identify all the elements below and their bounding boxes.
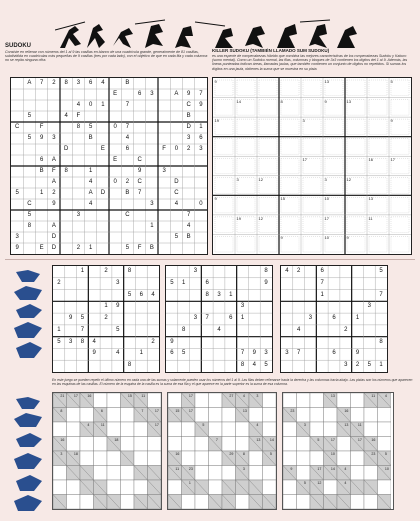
grid-cell-value: 7: [80, 326, 85, 333]
kakuro-clue: 11: [371, 394, 376, 398]
grid-cell-value: 4: [125, 135, 130, 141]
kakuro-clue: 4: [344, 481, 347, 485]
grid-cell-value: 3: [367, 303, 371, 310]
ninja-stack-icon: [12, 268, 44, 368]
killer-title: KILLER SUDOKU (TAMBIÉN LLAMADO SUM SUDOKU): [212, 48, 330, 53]
kakuro-clue: 4: [256, 423, 259, 427]
grid-cell-value: 3: [193, 268, 198, 274]
grid-cell-value: 8: [127, 362, 132, 369]
grid-cell-value: 2: [104, 315, 108, 322]
grid-cell-value: 3: [76, 80, 81, 86]
grid-cell-value: 5: [174, 234, 179, 240]
kakuro-clue: 17: [73, 394, 78, 398]
grid-cell-value: 8: [264, 268, 268, 274]
section-divider: [5, 259, 415, 260]
cage-clue: 12: [258, 215, 263, 221]
kakuro-clue: 17: [357, 437, 362, 442]
grid-cell-value: A: [51, 223, 56, 229]
kakuro-clue: 1: [188, 481, 191, 485]
kakuro-clue: 23: [188, 466, 193, 471]
kakuro-clue: 17: [317, 466, 322, 471]
grid-cell-value: 2: [52, 80, 56, 86]
grid-cell-value: 6: [320, 268, 324, 274]
sudoku-small-2: [165, 265, 273, 373]
grid-cell-value: A: [51, 157, 56, 163]
kakuro-clue: 11: [175, 466, 180, 471]
kakuro-clue: 3: [303, 423, 306, 427]
grid-cell-value: 3: [308, 315, 313, 322]
kakuro-clue: 23: [371, 452, 376, 456]
kakuro-clue: 16: [175, 452, 180, 456]
grid-cell-value: C: [27, 201, 32, 207]
grid-cell-value: 2: [125, 179, 130, 185]
kakuro-clue: 29: [229, 452, 234, 456]
killer-description: es una especie de rompecabezas híbrido que combina las mejores características de los rompecabezas Sudoku y Kakuro (sumo mental). Como un Sudoku normal, las filas, columnas y bloques de 3x3 contienen los dígitos del 1 al 9. Además, las líneas punteadas indican áreas, llamadas jaulas, que también contienen un conjunto de dígitos no repetidos. Si sumas los dígitos en una jaula, obtienes la suma que se muestra en su pista.: [212, 54, 408, 71]
grid-cell-value: 4: [101, 80, 105, 86]
cage-clue: 16: [368, 157, 373, 163]
kakuro-clue: 18: [114, 437, 119, 442]
grid-cell-value: 3: [193, 315, 198, 322]
grid-cell-value: 1: [199, 124, 203, 130]
grid-cell-value: 1: [150, 223, 154, 229]
grid-cell-value: 3: [150, 201, 154, 207]
grid-cell-value: 1: [181, 279, 186, 286]
kakuro-clue: 4: [384, 394, 387, 398]
grid-cell-value: A: [51, 179, 56, 185]
grid-cell-value: 5: [15, 190, 19, 196]
cage-clue: 9: [280, 235, 283, 241]
kakuro-clue: 21: [60, 394, 65, 398]
grid-cell-value: 9: [199, 102, 203, 108]
grid-cell-value: 8: [379, 338, 383, 345]
grid-cell-value: 7: [199, 91, 203, 97]
grid-cell-value: 8: [64, 80, 68, 86]
grid-cell-value: 3: [186, 135, 191, 141]
kakuro-clue: 5: [269, 452, 272, 456]
kakuro-clue: 4: [242, 394, 245, 398]
grid-cell-value: 6: [88, 80, 93, 86]
grid-cell-value: D: [51, 234, 57, 240]
kakuro-clue: 17: [188, 394, 193, 398]
cage-clue: 10: [324, 235, 329, 241]
grid-cell-value: E: [100, 146, 105, 152]
kakuro-grid-1: [52, 392, 162, 510]
grid-cell-value: 1: [57, 326, 61, 333]
cage-clue: 9: [346, 235, 349, 241]
grid-cell-value: B: [88, 135, 93, 141]
kakuro-clue: 18: [73, 452, 78, 456]
grid-cell-value: B: [39, 168, 44, 174]
grid-cell-value: 1: [320, 291, 324, 298]
ninja-banner: [55, 18, 360, 52]
grid-cell-value: 3: [68, 338, 73, 345]
cage-clue: 13: [346, 98, 351, 104]
cage-clue: 12: [258, 176, 263, 182]
grid-cell-value: C: [137, 179, 142, 185]
grid-cell-value: 1: [104, 303, 108, 310]
kakuro-clue: 11: [141, 394, 146, 398]
grid-cell-value: 5: [181, 350, 186, 357]
grid-cell-value: 6: [139, 291, 143, 298]
kakuro-clue: 16: [60, 437, 65, 442]
grid-cell-value: 7: [137, 190, 142, 196]
cage-clue: 9: [214, 79, 217, 84]
grid-cell-value: 2: [186, 146, 191, 152]
grid-cell-value: F: [39, 124, 44, 130]
kakuro-clue: 5: [317, 437, 320, 442]
cage-clue: 13: [368, 196, 373, 202]
grid-cell-value: 4: [296, 326, 301, 333]
kakuro-lines: [168, 393, 276, 509]
sudoku-description: Consiste en rellenar con números del 1 al 9 las casillas en blanco de una cuadrícula grande, generalmente de 81 casillas, subdividida en cuadrículas más pequeñas de 9 casillas (tres por cada lado), con el objetivo de que en cada fila y cada columna no se repita ninguna cifra.: [5, 50, 208, 63]
grid-cell-value: 1: [139, 350, 143, 357]
grid-cell-value: 6: [125, 146, 130, 152]
grid-cell-value: D: [186, 124, 191, 130]
kakuro-clue: 5: [384, 452, 387, 456]
grid-cell-value: 7: [379, 291, 383, 298]
grid-cell-value: 9: [68, 315, 73, 322]
kakuro-clue: 3: [242, 466, 245, 471]
grid-cell-value: 4: [92, 338, 96, 345]
kakuro-clue: 5: [303, 481, 306, 485]
cage-clue: 17: [390, 157, 395, 163]
grid-cell-value: 9: [252, 350, 256, 357]
kakuro-clue: 14: [330, 466, 335, 471]
grid-cell-value: 2: [57, 279, 61, 286]
grid-cell-value: 8: [205, 291, 209, 298]
cage-clue: 3: [236, 176, 239, 182]
cage-clue: 14: [236, 98, 241, 104]
kakuro-clue: 14: [269, 437, 274, 442]
sudoku-small-3: [280, 265, 388, 373]
grid-cell-value: 6: [205, 279, 209, 286]
cage-clue: 17: [302, 157, 307, 163]
kakuro-clue: 8: [242, 452, 245, 456]
grid-cell-value: 9: [264, 279, 268, 286]
kakuro-clue: 16: [344, 408, 349, 413]
grid-cell-value: D: [100, 190, 106, 196]
kakuro-clue: 13: [344, 423, 349, 427]
kakuro-clue: 13: [242, 408, 247, 413]
grid-cell-value: 0: [113, 179, 117, 185]
grid-cell-value: 3: [76, 212, 81, 218]
grid-cell-value: 4: [186, 223, 191, 229]
grid-cell-value: 2: [296, 268, 301, 274]
grid-cell-value: E: [39, 245, 44, 251]
grid-cell-value: E: [113, 157, 118, 163]
cage-clue: 19: [236, 215, 241, 221]
kakuro-clue: 6: [100, 408, 103, 413]
grid-cell-value: 9: [15, 245, 19, 251]
grid-cell-value: 6: [170, 350, 174, 357]
kakuro-clue: 17: [154, 408, 159, 413]
grid-cell-value: B: [186, 234, 191, 240]
grid-cell-value: 4: [217, 326, 221, 333]
cage-clue: 9: [214, 196, 217, 202]
kakuro-clue: 11: [357, 423, 362, 427]
grid-cell-value: 6: [199, 135, 203, 141]
grid-cell-value: 1: [101, 102, 105, 108]
kakuro-clue: 4: [344, 466, 347, 471]
grid-cell-value: 1: [80, 268, 85, 274]
cage-clue: 3: [324, 176, 327, 182]
grid-cell-value: F: [162, 146, 166, 152]
grid-cell-value: B: [149, 245, 154, 251]
grid-cell-value: 5: [27, 135, 32, 141]
grid-cell-value: 4: [76, 102, 81, 108]
sudoku-grid: [10, 77, 208, 255]
grid-cell-value: 3: [116, 279, 120, 286]
grid-cell-value: 5: [57, 338, 61, 345]
grid-cell-value: 1: [39, 190, 44, 196]
kakuro-clue: 3: [256, 394, 259, 398]
cage-clue: 13: [324, 79, 329, 84]
kakuro-clue: 4: [87, 423, 90, 427]
kakuro-clue: 9: [290, 466, 293, 471]
grid-cell-value: 6: [39, 157, 44, 163]
grid-cell-value: 4: [151, 291, 155, 298]
ninja-silhouettes-icon: [55, 18, 360, 52]
grid-cell-value: 1: [88, 168, 93, 174]
grid-cell-value: 7: [39, 80, 44, 86]
grid-cell-value: 2: [104, 268, 108, 274]
grid-cell-value: 9: [137, 168, 142, 174]
kakuro-clue: 11: [100, 423, 105, 427]
grid-cell-value: 9: [39, 135, 44, 141]
grid-cell-value: 1: [355, 315, 360, 322]
grid-cell-value: 8: [181, 326, 186, 333]
grid-cell-value: 5: [80, 315, 85, 322]
grid-cell-value: 8: [76, 124, 81, 130]
grid-cell-value: E: [113, 91, 118, 97]
grid-cell-value: 0: [199, 201, 203, 207]
grid-cell-value: 5: [88, 124, 93, 130]
grid-cell-value: 5: [379, 268, 383, 274]
kakuro-lines: [53, 393, 161, 509]
grid-cell-value: 1: [379, 362, 383, 369]
grid-cell-value: 9: [355, 350, 360, 357]
grid-cell-value: 5: [116, 326, 120, 333]
kakuro-clue: 13: [256, 437, 261, 442]
grid-cell-value: 3: [150, 91, 154, 97]
cage-clue: 3: [302, 118, 305, 124]
grid-cell-value: 2: [151, 338, 155, 345]
sudoku-small-1: [52, 265, 160, 373]
grid-cell-value: C: [125, 212, 130, 218]
grid-cell-value: 4: [88, 201, 93, 207]
grid-cell-value: 7: [240, 350, 245, 357]
grid-cell-value: 8: [27, 223, 32, 229]
grid-cell-value: 1: [88, 245, 93, 251]
grid-cell-value: B: [186, 113, 191, 119]
cage-clue: 9: [324, 98, 327, 104]
kakuro-clue: 15: [127, 394, 132, 398]
grid-cell-value: 1: [240, 315, 245, 322]
grid-cell-value: 3: [240, 303, 245, 310]
grid-cell-value: A: [88, 190, 93, 196]
grid-cell-value: 2: [344, 326, 348, 333]
grid-cell-value: 5: [264, 362, 268, 369]
grid-cell-value: 7: [125, 102, 130, 108]
grid-cell-value: 4: [88, 179, 93, 185]
cage-clue: 11: [368, 215, 373, 221]
grid-cell-value: 5: [27, 113, 32, 119]
kakuro-clue: 15: [175, 408, 180, 413]
grid-cell-value: F: [137, 245, 142, 251]
grid-cell-value: 2: [52, 190, 56, 196]
grid-cell-value: 7: [125, 124, 130, 130]
grid-cell-value: 4: [252, 362, 256, 369]
kakuro-clue: 23: [290, 408, 295, 413]
cage-clue: 8: [280, 98, 283, 104]
kakuro-clue: 7: [141, 408, 144, 413]
grid-cell-value: 3: [264, 350, 268, 357]
grid-cell-value: 9: [92, 350, 96, 357]
grid-cell-value: 4: [285, 268, 289, 274]
grid-cell-value: 5: [127, 291, 132, 298]
cage-clue: 5: [390, 79, 393, 84]
grid-cell-value: 5: [170, 279, 174, 286]
grid-cell-value: C: [14, 124, 20, 130]
grid-cell-value: 5: [125, 245, 130, 251]
grid-cell-value: B: [125, 190, 130, 196]
grid-cell-value: 2: [76, 245, 81, 251]
grid-cell-value: A: [27, 80, 32, 86]
cage-clue: 19: [214, 118, 219, 124]
kakuro-clue: 10: [384, 466, 389, 471]
grid-cell-value: 7: [205, 315, 209, 322]
kakuro-clue: 10: [330, 452, 335, 456]
grid-cell-value: F: [76, 113, 81, 119]
grid-cell-value: 2: [355, 362, 360, 369]
killer-grid: [212, 77, 412, 255]
grid-cell-value: 8: [240, 362, 245, 369]
grid-cell-value: 7: [186, 212, 191, 218]
grid-cell-value: D: [174, 179, 179, 185]
kakuro-clue: 17: [188, 408, 193, 413]
grid-cell-value: 9: [170, 338, 174, 345]
kakuro-clue: 16: [371, 437, 376, 442]
ninja-vertical-top: [12, 268, 44, 368]
cage-clue: 9: [390, 118, 393, 124]
grid-cell-value: 3: [52, 135, 56, 141]
grid-cell-value: 8: [127, 268, 132, 274]
grid-cell-value: 0: [113, 124, 117, 130]
grid-cell-value: 3: [15, 234, 19, 240]
kakuro-clue: 5: [202, 423, 205, 427]
grid-cell-value: C: [174, 190, 179, 196]
kakuro-clue: 3: [60, 452, 63, 456]
grid-cell-value: 6: [137, 91, 142, 97]
grid-cell-value: 8: [64, 168, 68, 174]
kakuro-clue: 17: [154, 423, 159, 427]
kakuro-clue: 13: [330, 394, 335, 398]
grid-cell-value: 4: [116, 350, 120, 357]
kakuro-grid-2: [167, 392, 277, 510]
grid-cell-value: 3: [199, 146, 203, 152]
grid-cell-value: 8: [80, 338, 85, 345]
grid-cell-value: 3: [344, 362, 348, 369]
grid-cell-value: F: [52, 168, 56, 174]
kakuro-clue: 8: [60, 408, 63, 413]
grid-cell-value: 9: [116, 303, 120, 310]
grid-cell-value: D: [63, 146, 69, 152]
kakuro-clue: 12: [317, 481, 322, 485]
sudoku-title: SUDOKU: [5, 43, 32, 49]
grid-cell-value: 7: [296, 350, 301, 357]
grid-cell-value: C: [186, 102, 191, 108]
grid-cell-value: 0: [88, 102, 93, 108]
kakuro-clue: 17: [330, 437, 335, 442]
grid-cell-value: 4: [64, 113, 68, 119]
grid-cell-value: 1: [229, 291, 233, 298]
kakuro-clue: 27: [229, 394, 234, 398]
kakuro-clue: 16: [87, 394, 92, 398]
kakuro-grid-3: [282, 392, 394, 510]
ninja-vertical-bottom: [12, 395, 44, 515]
grid-cell-value: 3: [162, 168, 166, 174]
cage-clue: 12: [346, 176, 351, 182]
grid-cell-value: B: [125, 80, 130, 86]
grid-cell-value: 5: [367, 362, 371, 369]
grid-cell-value: 6: [332, 350, 336, 357]
grid-cell-value: 9: [52, 201, 56, 207]
grid-cell-value: 3: [217, 291, 221, 298]
grid-cell-value: C: [137, 157, 142, 163]
grid-cell-value: 7: [320, 279, 324, 286]
grid-cell-value: 0: [174, 146, 179, 152]
cage-clue: 10: [324, 196, 329, 202]
grid-cell-value: 3: [285, 350, 289, 357]
kakuro-clue: 7: [215, 437, 218, 442]
grid-cell-value: A: [174, 91, 179, 97]
cage-clue: 17: [324, 215, 329, 221]
ninja-stack-icon: [12, 395, 44, 515]
grid-cell-value: 9: [186, 91, 191, 97]
grid-cell-value: 6: [332, 315, 336, 322]
grid-cell-value: 5: [27, 212, 32, 218]
kakuro-description: En este juego se pueden repetir el último número en cada una de las sumas y solamente pueden usar los números del 1 al 9. Las filas deben rellenarse hacia la derecha y las columnas hacia abajo. Las pistas son los números que aparecen en las esquinas de las casillas. El número de la esquina de la casilla es la suma de esa fila y el que aparece en la parte superior es la suma de esa columna.: [52, 378, 413, 386]
cage-outlines: [213, 78, 411, 254]
cage-clue: 15: [280, 196, 285, 202]
kakuro-lines: [283, 393, 391, 509]
grid-cell-value: 6: [229, 315, 233, 322]
grid-cell-value: 4: [174, 201, 179, 207]
grid-cell-value: D: [51, 245, 57, 251]
